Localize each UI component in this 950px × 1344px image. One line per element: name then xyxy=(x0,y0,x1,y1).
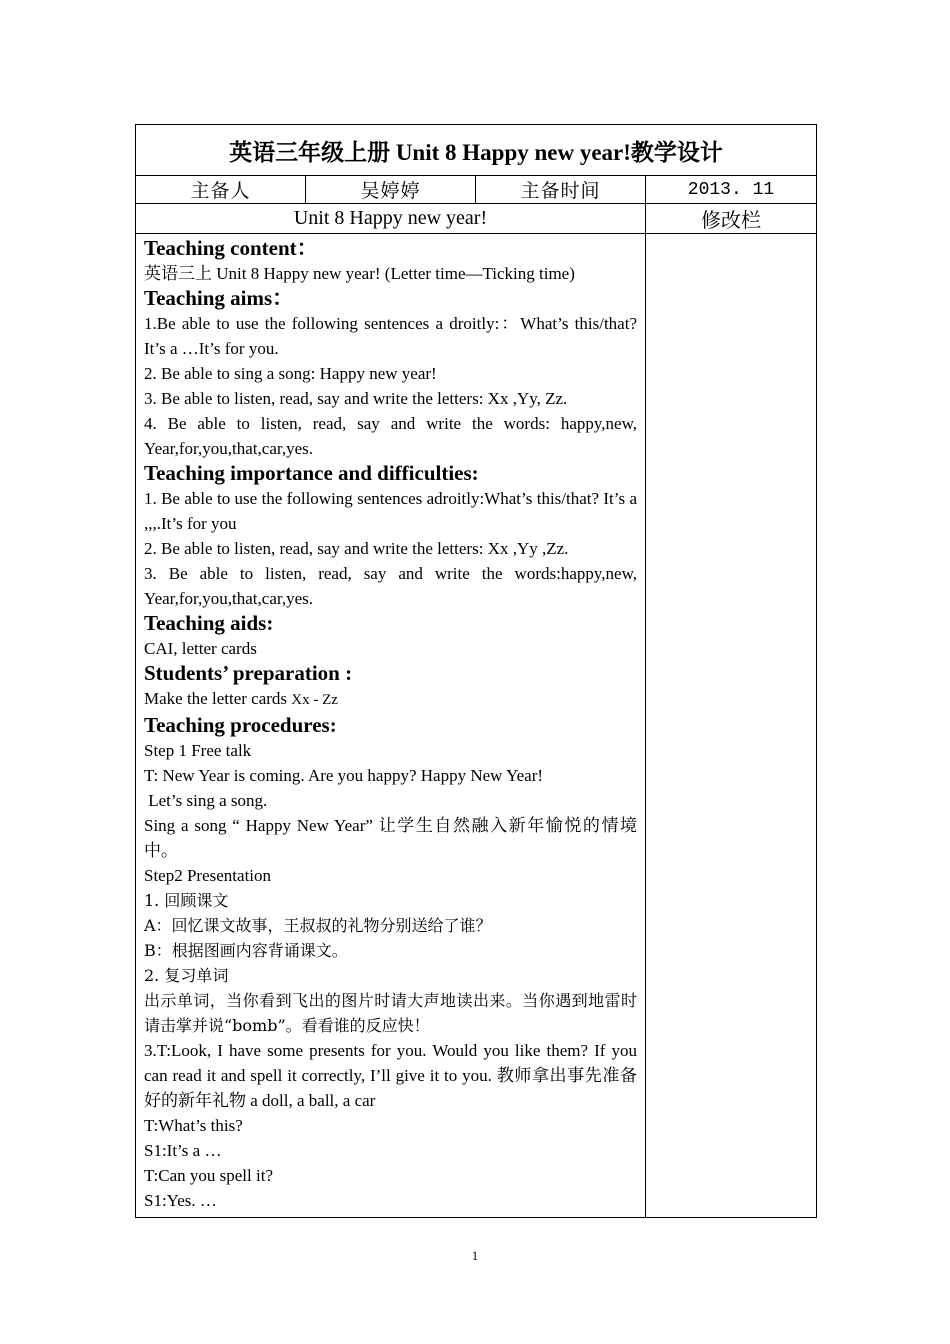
host-label: 主备人 xyxy=(136,176,306,204)
aim-item: 4. Be able to listen, read, say and write the words: happy,new, Year,for,you,that,car,yes. xyxy=(144,414,637,458)
dialog-line: S1:It’s a … xyxy=(144,1141,222,1160)
document-title: 英语三年级上册 Unit 8 Happy new year!教学设计 xyxy=(136,125,817,176)
preparation-text-main: Make the letter cards xyxy=(144,689,292,708)
dialog-line: T:Can you spell it? xyxy=(144,1166,273,1185)
aim-item: 2. Be able to sing a song: Happy new year! xyxy=(144,364,437,383)
words-review: 2. 复习单词 xyxy=(144,966,229,985)
importance-item: 3. Be able to listen, read, say and write the words:happy,new, Year,for,you,that,car,yes. xyxy=(144,564,637,608)
procedures-heading: Teaching procedures: xyxy=(144,713,337,737)
host-name: 吴婷婷 xyxy=(306,176,476,204)
content-heading: Teaching content： xyxy=(144,236,318,260)
step3-text: 3.T:Look, I have some presents for you. Would you like them? If you can read it and spell it correctly, I’ll give it to you. 教师拿出事先准备好的新年礼物 a doll, a ball, a car xyxy=(144,1041,637,1110)
lesson-content xyxy=(136,234,646,1218)
step1-teacher-line: T: New Year is coming. Are you happy? Happy New Year! xyxy=(144,766,544,785)
importance-item: 1. Be able to use the following sentences adroitly:What’s this/that? It’s a ,,,.It’s for you xyxy=(144,489,637,533)
revision-column-header: 修改栏 xyxy=(646,204,817,234)
importance-item: 2. Be able to listen, read, say and write the letters: Xx ,Yy ,Zz. xyxy=(144,539,569,558)
dialog-line: S1:Yes. … xyxy=(144,1191,217,1210)
aids-text: CAI, letter cards xyxy=(144,639,257,658)
aims-heading: Teaching aims： xyxy=(144,286,294,310)
review-a: A：回忆课文故事，王叔叔的礼物分别送给了谁？ xyxy=(144,916,492,935)
step1-song: Sing a song “ Happy New Year” 让学生自然融入新年愉悦的情境中。 xyxy=(144,816,637,860)
preparation-heading: Students’ preparation : xyxy=(144,661,353,685)
words-description: 出示单词，当你看到飞出的图片时请大声地读出来。当你遇到地雷时请击掌并说“bomb”。看看谁的反应快！ xyxy=(144,991,637,1035)
prep-date: 2013. 11 xyxy=(646,176,817,204)
step2-title: Step2 Presentation xyxy=(144,866,272,885)
dialog-line: T:What’s this? xyxy=(144,1116,243,1135)
time-label: 主备时间 xyxy=(476,176,646,204)
review-text: 1. 回顾课文 xyxy=(144,891,229,910)
unit-title: Unit 8 Happy new year! xyxy=(136,204,646,234)
content-text: 英语三上 Unit 8 Happy new year! (Letter time—Ticking time) xyxy=(144,264,575,283)
revision-column xyxy=(646,234,817,1218)
aids-heading: Teaching aids: xyxy=(144,611,274,635)
preparation-text xyxy=(144,686,637,713)
aim-item: 3. Be able to listen, read, say and write the letters: Xx ,Yy, Zz. xyxy=(144,389,568,408)
review-b: B：根据图画内容背诵课文。 xyxy=(144,941,348,960)
importance-heading: Teaching importance and difficulties: xyxy=(144,461,479,485)
page-number: 1 xyxy=(471,1248,479,1263)
preparation-letters: Xx - Zz xyxy=(291,692,338,708)
step1-title: Step 1 Free talk xyxy=(144,741,252,760)
aim-item: 1.Be able to use the following sentences a droitly:：What’s this/that? It’s a …It’s for you. xyxy=(144,314,637,358)
lesson-plan-table xyxy=(135,124,817,1218)
step1-lets-sing: Let’s sing a song. xyxy=(144,791,268,810)
